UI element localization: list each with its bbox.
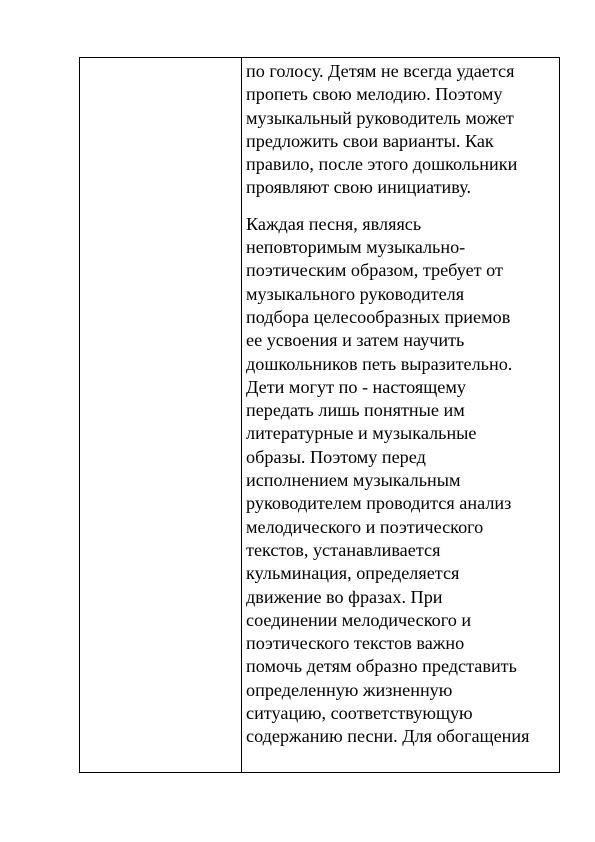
text-line: поэтическим образом, требует от: [246, 260, 503, 281]
text-line: мелодического и поэтического: [246, 516, 484, 537]
text-line: ее усвоения и затем научить: [246, 330, 465, 351]
column-divider: [241, 58, 242, 772]
text-line: передать лишь понятные им: [246, 400, 465, 421]
paragraph-1: [246, 60, 558, 200]
two-column-table: [79, 57, 560, 773]
text-line: литературные и музыкальные: [246, 423, 477, 444]
text-line: ситуацию, соответствующую: [246, 703, 473, 724]
text-line: проявляют свою инициативу.: [246, 177, 472, 198]
text-line: музыкального руководителя: [246, 283, 465, 304]
right-text-cell: [246, 60, 558, 749]
text-line: кульминация, определяется: [246, 563, 460, 584]
text-line: правило, после этого дошкольники: [246, 154, 518, 175]
text-line: Дети могут по - настоящему: [246, 376, 466, 397]
text-line: дошкольников петь выразительно.: [246, 353, 513, 374]
text-line: предложить свои варианты. Как: [246, 130, 494, 151]
text-line: музыкальный руководитель может: [246, 107, 514, 128]
left-empty-cell: [80, 58, 241, 772]
text-line: неповторимым музыкально-: [246, 237, 466, 258]
text-line: пропеть свою мелодию. Поэтому: [246, 84, 503, 105]
text-line: образы. Поэтому перед: [246, 446, 426, 467]
text-line: исполнением музыкальным: [246, 470, 461, 491]
text-line: Каждая песня, являясь: [246, 213, 422, 234]
text-line: определенную жизненную: [246, 679, 453, 700]
text-line: движение во фразах. При: [246, 586, 443, 607]
text-line: подбора целесообразных приемов: [246, 306, 511, 327]
text-line: по голосу. Детям не всегда удается: [246, 61, 515, 81]
paragraph-2: [246, 213, 558, 749]
text-line: помочь детям образно представить: [246, 656, 517, 677]
text-line: соединении мелодического и: [246, 609, 472, 630]
text-line: поэтического текстов важно: [246, 633, 465, 654]
text-line: содержанию песни. Для обогащения: [246, 726, 530, 747]
text-line: руководителем проводится анализ: [246, 493, 512, 514]
text-line: текстов, устанавливается: [246, 539, 441, 560]
